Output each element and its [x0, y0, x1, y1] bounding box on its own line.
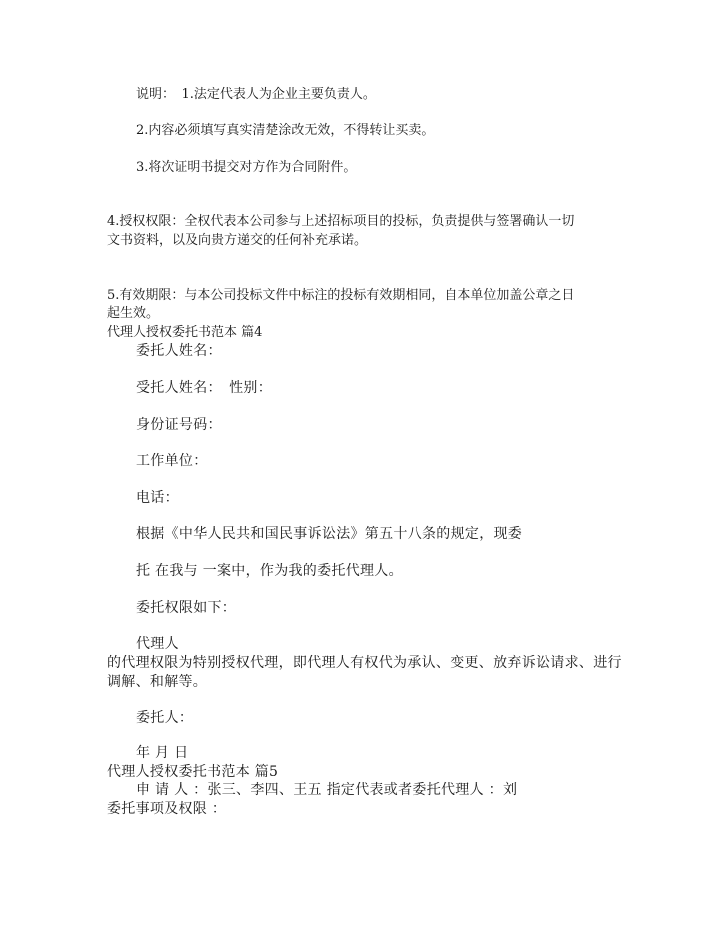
agent-name-gender-field: 受托人姓名： 性别：	[136, 380, 272, 396]
principal-signature-field: 委托人：	[136, 710, 194, 726]
phone-field: 电话：	[136, 490, 179, 506]
agent-label: 代理人	[136, 636, 179, 652]
work-unit-field: 工作单位：	[136, 453, 208, 469]
explanation-line-1: 说明： 1.法定代表人为企业主要负责人。	[136, 87, 376, 102]
section4-title: 代理人授权委托书范本 篇4	[107, 325, 263, 340]
item5-line-1: 5.有效期限：与本公司投标文件中标注的投标有效期相同，自本单位加盖公章之日	[107, 288, 575, 303]
section5-title: 代理人授权委托书范本 篇5	[107, 764, 279, 780]
matters-line: 委托事项及权限 ：	[107, 801, 227, 817]
authority-body-line-1: 的代理权限为特别授权代理，即代理人有权代为承认、变更、放弃诉讼请求、进行	[107, 655, 622, 671]
item5-line-2: 起生效。	[107, 306, 160, 321]
date-field: 年 月 日	[136, 745, 189, 761]
item4-line-1: 4.授权权限：全权代表本公司参与上述招标项目的投标，负责提供与签署确认一切	[107, 214, 575, 229]
explanation-line-3: 3.将次证明书提交对方作为合同附件。	[136, 160, 357, 175]
entrust-text: 托 在我与 一案中，作为我的委托代理人。	[136, 563, 403, 579]
applicant-line: 申 请 人 ：张三、李四、王五 指定代表或者委托代理人 ：刘	[136, 782, 518, 798]
item4-line-2: 文书资料，以及向贵方递交的任何补充承诺。	[107, 233, 368, 248]
id-number-field: 身份证号码：	[136, 417, 222, 433]
legal-basis-text: 根据《中华人民共和国民事诉讼法》第五十八条的规定，现委	[136, 526, 523, 542]
authority-body-line-2: 调解、和解等。	[107, 674, 208, 690]
explanation-line-2: 2.内容必须填写真实清楚涂改无效，不得转让买卖。	[136, 123, 435, 138]
authority-heading: 委托权限如下：	[136, 600, 237, 616]
principal-name-field: 委托人姓名：	[136, 343, 222, 359]
